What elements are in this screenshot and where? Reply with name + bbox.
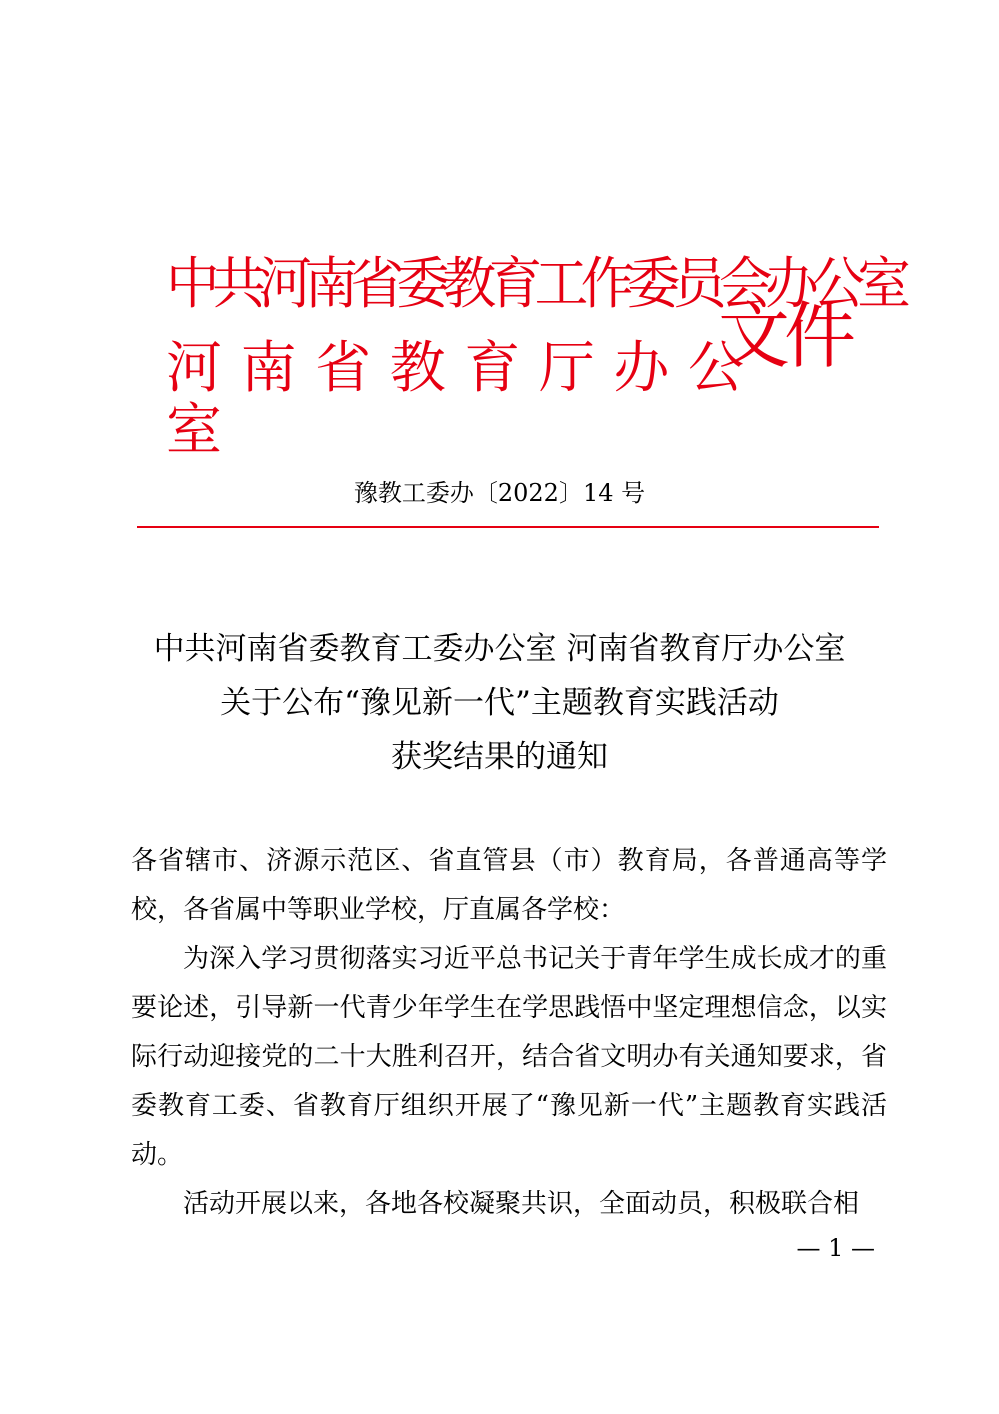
red-divider (137, 526, 879, 528)
salutation: 各省辖市、济源示范区、省直管县（市）教育局，各普通高等学校，各省属中等职业学校，厅直属各学校： (131, 846, 887, 925)
title-line-1: 中共河南省委教育工委办公室 河南省教育厅办公室 (153, 631, 846, 667)
document-header (150, 242, 904, 463)
title-line-2: 关于公布“豫见新一代”主题教育实践活动 (220, 685, 779, 721)
document-body (131, 837, 887, 1229)
issuer-line-1: 中共河南省委教育工作委员会办公室 (166, 252, 904, 317)
page-number: — 1 — (796, 1234, 875, 1262)
body-paragraph: 活动开展以来，各地各校凝聚共识，全面动员，积极联合相 (183, 1189, 860, 1219)
issuer-line-2: 河 南 省 教 育 厅 办 公 室 (166, 336, 744, 463)
document-type-label: 文件 (717, 294, 850, 378)
body-paragraph: 为深入学习贯彻落实习近平总书记关于青年学生成长成才的重要论述，引导新一代青少年学生在学思践悟中坚定理想信念，以实际行动迎接党的二十大胜利召开，结合省文明办有关通知要求，省委教育工委、省教育厅组织开展了“豫见新一代”主题教育实践活动。 (131, 944, 887, 1170)
notice-title (0, 622, 999, 784)
title-line-3: 获奖结果的通知 (391, 739, 608, 775)
document-number: 豫教工委办〔2022〕14 号 (353, 479, 646, 507)
